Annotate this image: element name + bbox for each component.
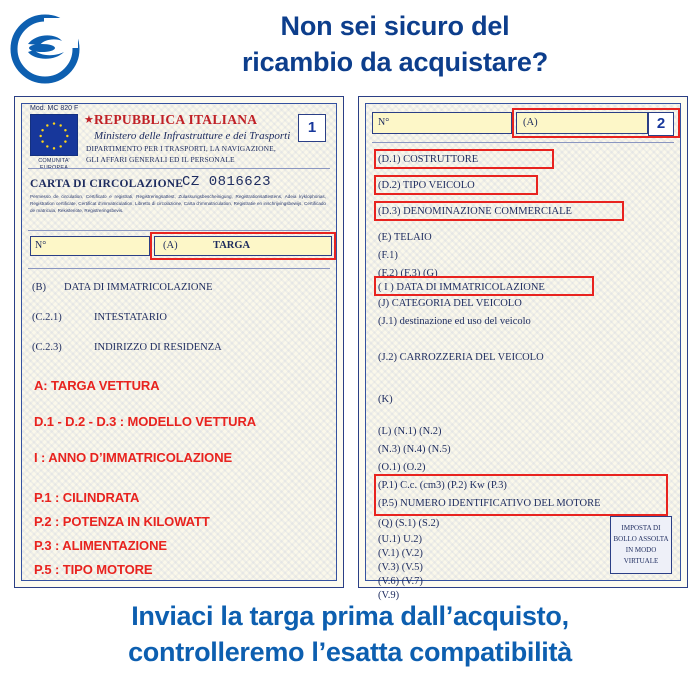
- field-e: (E) TELAIO: [378, 232, 432, 243]
- field-i: ( I ) DATA DI IMMATRICOLAZIONE: [378, 282, 545, 293]
- serial-number-label-2: N°: [378, 117, 390, 128]
- tax-stamp-box: IMPOSTA DI BOLLO ASSOLTA IN MODO VIRTUALE: [610, 516, 672, 574]
- field-p1-p2-p3: (P.1) C.c. (cm3) (P.2) Kw (P.3): [378, 480, 507, 491]
- targa-code-2: (A): [523, 117, 538, 128]
- company-logo-icon: [10, 14, 80, 84]
- field-c21-label: INTESTATARIO: [94, 312, 167, 323]
- footer-callout: [0, 598, 700, 670]
- document-type-title: CARTA DI CIRCOLAZIONE: [30, 178, 184, 190]
- mod-code: Mod. MC 820 F: [30, 105, 79, 112]
- targa-label: TARGA: [213, 240, 251, 251]
- targa-field-box-2: [516, 112, 648, 134]
- field-l-n1-n2: (L) (N.1) (N.2): [378, 426, 442, 437]
- ministry-title: Ministero delle Infrastrutture e dei Trasporti: [94, 130, 291, 142]
- field-v6-v7: (V.6) (V.7): [378, 576, 423, 587]
- field-v9: (V.9): [378, 590, 400, 601]
- document-page-2-inner: [365, 103, 681, 601]
- page-number-badge: 1: [298, 114, 326, 142]
- field-j: (J) CATEGORIA DEL VEICOLO: [378, 298, 522, 309]
- ministry-subtitle-line-2: GLI AFFARI GENERALI ED IL PERSONALE: [86, 154, 235, 164]
- divider-r1: [372, 142, 674, 143]
- field-v1-v2: (V.1) (V.2): [378, 548, 423, 559]
- divider-2: [28, 230, 330, 231]
- field-k: (K): [378, 394, 393, 405]
- field-c23-code: (C.2.3): [32, 342, 62, 353]
- field-d1: (D.1) COSTRUTTORE: [378, 154, 479, 165]
- field-f2-f3-g: (F.2) (F.3) (G): [378, 268, 438, 279]
- field-b-label: DATA DI IMMATRICOLAZIONE: [64, 282, 213, 293]
- ministry-subtitle: [86, 144, 276, 166]
- footer-line-1: Inviaci la targa prima dall’acquisto,: [131, 601, 569, 631]
- document-number: CZ 0816623: [182, 174, 272, 190]
- legend-item-alimentazione: P.3 : ALIMENTAZIONE: [34, 538, 167, 553]
- document-page-1-inner: [21, 103, 337, 581]
- legend-item-anno: I : ANNO D’IMMATRICOLAZIONE: [34, 450, 233, 465]
- document-page-1: [14, 96, 344, 588]
- field-d2: (D.2) TIPO VEICOLO: [378, 180, 475, 191]
- field-c23-label: INDIRIZZO DI RESIDENZA: [94, 342, 222, 353]
- ministry-subtitle-line-1: DIPARTIMENTO PER I TRASPORTI, LA NAVIGAZIONE,: [86, 144, 276, 153]
- eu-flag-icon: [30, 114, 78, 156]
- field-o1-o2: (O.1) (O.2): [378, 462, 426, 473]
- field-j1: (J.1) destinazione ed uso del veicolo: [378, 316, 531, 327]
- header: [0, 0, 700, 100]
- field-d3: (D.3) DENOMINAZIONE COMMERCIALE: [378, 206, 572, 217]
- field-f1: (F.1): [378, 250, 398, 261]
- field-u1-u2: (U.1) U.2): [378, 534, 423, 545]
- divider-3: [28, 268, 330, 269]
- field-j2: (J.2) CARROZZERIA DEL VEICOLO: [378, 352, 544, 363]
- field-c21-code: (C.2.1): [32, 312, 62, 323]
- serial-number-box-2: [372, 112, 512, 134]
- headline-line-1: Non sei sicuro del: [280, 11, 510, 41]
- divider-1: [28, 168, 330, 169]
- page-number-badge-2: 2: [648, 112, 674, 136]
- targa-code: (A): [163, 240, 178, 251]
- field-p5: (P.5) NUMERO IDENTIFICATIVO DEL MOTORE: [378, 498, 601, 509]
- footer-line-2: controlleremo l’esatta compatibilità: [128, 637, 572, 668]
- document-page-2: [358, 96, 688, 601]
- field-q-s1-s2: (Q) (S.1) (S.2): [378, 518, 440, 529]
- eu-caption: COMUNITA’ EUROPEA: [38, 158, 70, 172]
- targa-field-box: [154, 236, 332, 256]
- legend-item-tipo-motore: P.5 : TIPO MOTORE: [34, 562, 153, 577]
- field-v3-v5: (V.3) (V.5): [378, 562, 423, 573]
- republic-title: REPUBBLICA ITALIANA: [94, 112, 258, 127]
- headline-line-2: ricambio da acquistare?: [241, 47, 548, 78]
- legend-item-modello: D.1 - D.2 - D.3 : MODELLO VETTURA: [34, 414, 257, 429]
- serial-number-label: N°: [35, 240, 47, 251]
- page-title: [100, 8, 690, 80]
- field-n3-n4-n5: (N.3) (N.4) (N.5): [378, 444, 451, 455]
- legend-item-targa: A: TARGA VETTURA: [34, 378, 160, 393]
- microtext-translations: Permesso de circulation, Certificato e registrati, Registreringsattest, Zulassungsbescheinigung, Registrationsattestens, Adeia kyklophorias, Registration certificate, Certificat d’immatriculation, Libretto di circolazione, Carta d’immatriculation, Registratie en inschrijvingsbewijs, Certificado de matricula, Rekisteriote, Registreringsbevis.: [30, 194, 326, 213]
- serial-number-box: [30, 236, 150, 256]
- legend-item-potenza: P.2 : POTENZA IN KILOWATT: [34, 514, 210, 529]
- star-icon: ★: [84, 114, 94, 126]
- field-b-code: (B): [32, 282, 46, 293]
- legend-item-cilindrata: P.1 : CILINDRATA: [34, 490, 140, 505]
